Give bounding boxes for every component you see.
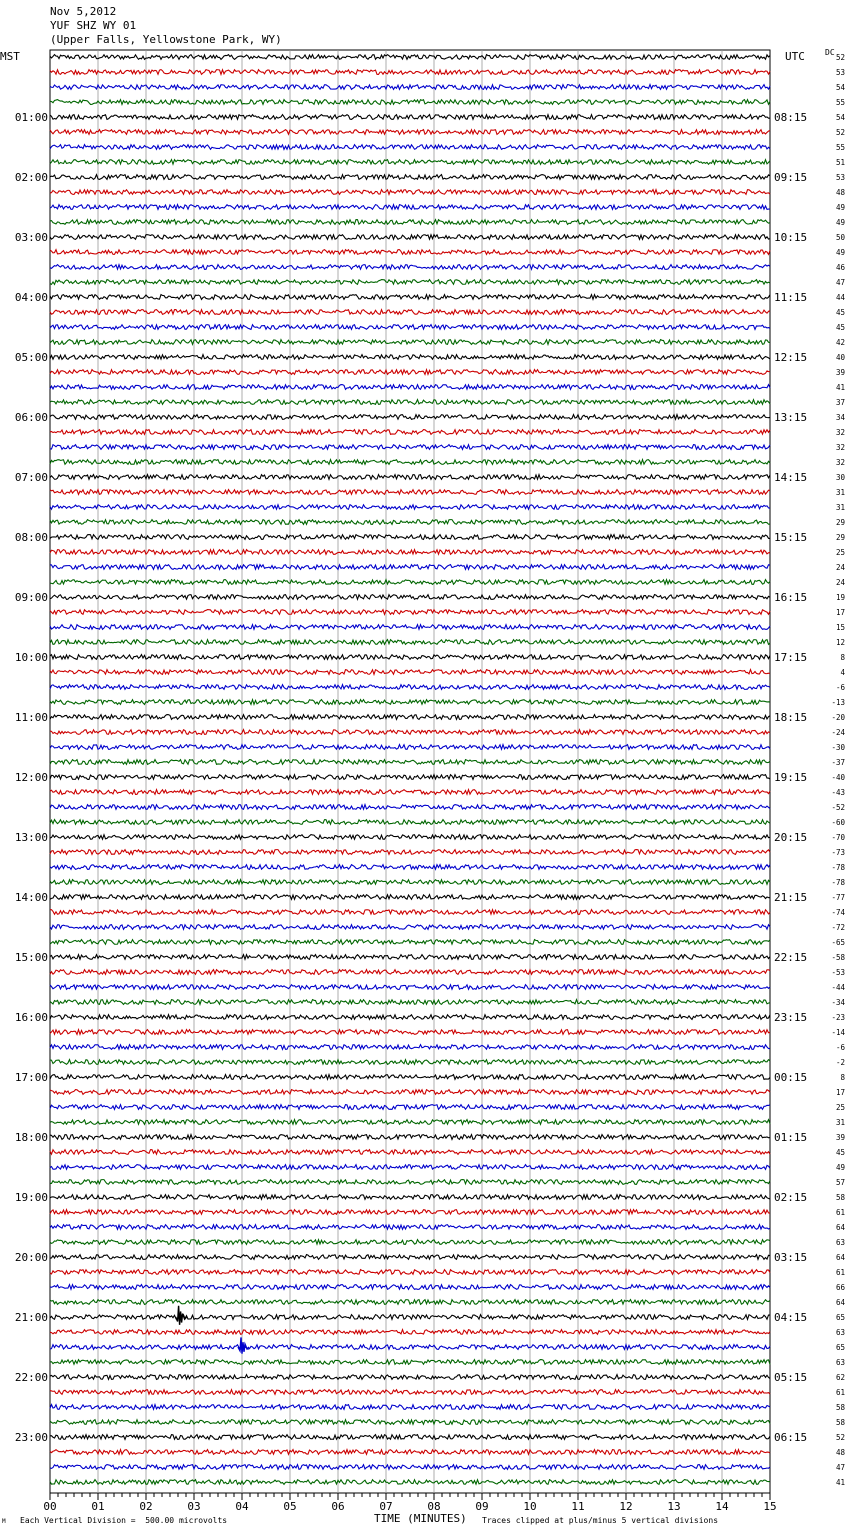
dc-offset-label: 30 [835,473,845,482]
dc-offset-label: 4 [840,668,845,677]
dc-offset-label: 47 [835,1463,845,1472]
dc-offset-label: 48 [835,188,845,197]
trace-61 [50,970,770,975]
dc-offset-label: 52 [835,1433,845,1442]
trace-23 [50,400,770,405]
trace-63 [50,1000,770,1005]
dc-offset-label: 49 [835,1163,845,1172]
dc-offset-label: -6 [835,683,845,692]
dc-offset-label: -30 [831,743,845,752]
dc-offset-label: 65 [835,1313,845,1322]
trace-43 [50,700,770,705]
dc-offset-label: 47 [835,278,845,287]
trace-82 [50,1285,770,1290]
dc-offset-label: -78 [831,878,845,887]
dc-offset-label: 55 [835,143,845,152]
trace-36 [50,595,770,600]
dc-offset-label: 62 [835,1373,845,1382]
dc-offset-label: 32 [835,443,845,452]
dc-offset-label: 25 [835,1103,845,1112]
left-hour-label: 13:00 [14,831,48,844]
seismic-event-0 [176,1306,187,1325]
trace-91 [50,1420,770,1425]
time-axis [43,1493,776,1513]
right-hour-label: 10:15 [774,231,808,244]
dc-offset-label: -14 [831,1028,845,1037]
trace-41 [50,670,770,675]
left-hour-label: 09:00 [14,591,48,604]
right-hour-label: 04:15 [774,1311,808,1324]
trace-3 [50,100,770,105]
trace-54 [50,865,770,870]
right-hour-label: 08:15 [774,111,808,124]
trace-75 [50,1180,770,1185]
trace-44 [50,715,770,720]
station-id: YUF SHZ WY 01 [50,19,137,32]
trace-85 [50,1330,770,1335]
trace-17 [50,310,770,315]
trace-8 [50,175,770,180]
dc-offset-label: 53 [835,173,845,182]
dc-offset-label: -73 [831,848,845,857]
trace-6 [50,145,770,150]
trace-34 [50,565,770,570]
dc-offset-label: 50 [835,233,845,242]
trace-70 [50,1105,770,1110]
dc-offset-label: -52 [831,803,845,812]
trace-24 [50,415,770,420]
right-hour-label: 17:15 [774,651,808,664]
dc-offset-label: 52 [835,128,845,137]
seismic-traces [50,55,770,1485]
trace-37 [50,610,770,615]
trace-39 [50,640,770,645]
trace-92 [50,1435,770,1440]
dc-offset-label: 44 [835,293,845,302]
trace-83 [50,1300,770,1305]
right-hour-label: 13:15 [774,411,808,424]
left-hour-label: 07:00 [14,471,48,484]
trace-47 [50,760,770,765]
x-tick-label: 01 [91,1500,105,1513]
trace-1 [50,70,770,75]
trace-88 [50,1375,770,1380]
dc-offset-label: 58 [835,1193,845,1202]
trace-33 [50,550,770,555]
dc-offset-label: 8 [840,1073,845,1082]
right-hour-label: 14:15 [774,471,808,484]
trace-26 [50,445,770,450]
dc-offset-label: 45 [835,323,845,332]
dc-offset-label: 58 [835,1403,845,1412]
trace-71 [50,1120,770,1125]
trace-53 [50,850,770,855]
dc-offset-label: -65 [831,938,845,947]
dc-offset-label: 39 [835,368,845,377]
dc-offset-label: -70 [831,833,845,842]
left-hour-label: 22:00 [14,1371,48,1384]
dc-offset-label: -24 [831,728,845,737]
dc-offset-label: 55 [835,98,845,107]
left-hour-label: 14:00 [14,891,48,904]
right-hour-label: 21:15 [774,891,808,904]
trace-38 [50,625,770,630]
right-hour-label: 18:15 [774,711,808,724]
dc-offset-label: 37 [835,398,845,407]
trace-84 [50,1315,770,1320]
dc-offset-label: 51 [835,158,845,167]
left-hour-label: 19:00 [14,1191,48,1204]
dc-offset-label: -34 [831,998,845,1007]
trace-52 [50,835,770,840]
right-hour-label: 01:15 [774,1131,808,1144]
dc-offset-label: 66 [835,1283,845,1292]
x-tick-label: 14 [715,1500,729,1513]
left-hour-label: 23:00 [14,1431,48,1444]
trace-65 [50,1030,770,1035]
dc-offset-label: 63 [835,1238,845,1247]
dc-offset-label: 41 [835,1478,845,1487]
dc-offset-label: 31 [835,503,845,512]
trace-27 [50,460,770,465]
x-tick-label: 05 [283,1500,297,1513]
dc-offset-label: 17 [835,608,845,617]
right-hour-label: 12:15 [774,351,808,364]
trace-12 [50,235,770,240]
dc-offset-label: 61 [835,1388,845,1397]
x-tick-label: 08 [427,1500,441,1513]
trace-57 [50,910,770,915]
trace-9 [50,190,770,195]
trace-2 [50,85,770,90]
x-tick-label: 04 [235,1500,249,1513]
trace-29 [50,490,770,495]
dc-offset-label: 48 [835,1448,845,1457]
left-timezone-label: MST [0,50,20,63]
dc-offset-label: -53 [831,968,845,977]
trace-66 [50,1045,770,1050]
trace-87 [50,1360,770,1365]
trace-25 [50,430,770,435]
dc-offset-label: 8 [840,653,845,662]
trace-42 [50,685,770,690]
right-hour-label: 20:15 [774,831,808,844]
trace-60 [50,955,770,960]
left-hour-label: 04:00 [14,291,48,304]
dc-offset-label: 49 [835,248,845,257]
right-hour-label: 11:15 [774,291,808,304]
dc-offset-label: -40 [831,773,845,782]
left-hour-label: 17:00 [14,1071,48,1084]
trace-95 [50,1480,770,1485]
x-tick-label: 11 [571,1500,585,1513]
trace-28 [50,475,770,480]
dc-offset-label: 65 [835,1343,845,1352]
dc-offset-label: -72 [831,923,845,932]
dc-offset-label: 64 [835,1223,845,1232]
right-hour-label: 23:15 [774,1011,808,1024]
dc-offset-label: 31 [835,488,845,497]
left-hour-label: 10:00 [14,651,48,664]
dc-offset-label: -2 [835,1058,845,1067]
trace-79 [50,1240,770,1245]
trace-46 [50,745,770,750]
dc-offset-label: 63 [835,1328,845,1337]
trace-14 [50,265,770,270]
trace-78 [50,1225,770,1230]
x-tick-label: 12 [619,1500,633,1513]
dc-offset-label: 41 [835,383,845,392]
left-hour-label: 06:00 [14,411,48,424]
trace-18 [50,325,770,330]
x-tick-label: 07 [379,1500,393,1513]
trace-55 [50,880,770,885]
trace-64 [50,1015,770,1020]
dc-offset-label: 58 [835,1418,845,1427]
dc-offset-label: -58 [831,953,845,962]
trace-81 [50,1270,770,1275]
trace-56 [50,895,770,900]
trace-5 [50,130,770,135]
dc-offset-label: -60 [831,818,845,827]
trace-20 [50,355,770,360]
left-hour-label: 12:00 [14,771,48,784]
trace-48 [50,775,770,780]
trace-73 [50,1150,770,1155]
left-hour-label: 02:00 [14,171,48,184]
dc-offset-label: -37 [831,758,845,767]
trace-67 [50,1060,770,1065]
dc-offset-label: 64 [835,1253,845,1262]
trace-11 [50,220,770,225]
dc-offset-label: -44 [831,983,845,992]
right-hour-label: 02:15 [774,1191,808,1204]
trace-59 [50,940,770,945]
dc-offset-label: 39 [835,1133,845,1142]
left-hour-label: 08:00 [14,531,48,544]
trace-74 [50,1165,770,1170]
dc-offset-header: DC [825,48,835,57]
dc-offset-label: 49 [835,203,845,212]
left-hour-label: 21:00 [14,1311,48,1324]
x-tick-label: 15 [763,1500,777,1513]
trace-32 [50,535,770,540]
dc-offset-label: 49 [835,218,845,227]
dc-offset-label: 46 [835,263,845,272]
dc-offset-label: 54 [835,113,845,122]
trace-80 [50,1255,770,1260]
dc-offset-label: 12 [835,638,845,647]
trace-49 [50,790,770,795]
plot-date: Nov 5,2012 [50,5,117,18]
trace-51 [50,820,770,825]
trace-16 [50,295,770,300]
trace-72 [50,1135,770,1140]
dc-offset-label: 57 [835,1178,845,1187]
right-hour-label: 05:15 [774,1371,808,1384]
left-hour-label: 05:00 [14,351,48,364]
dc-offset-label: -77 [831,893,845,902]
dc-offset-label: 40 [835,353,845,362]
right-timezone-label: UTC [785,50,805,63]
trace-69 [50,1090,770,1095]
dc-offset-label: 32 [835,428,845,437]
x-tick-label: 09 [475,1500,489,1513]
corner-mark: M [2,1518,6,1525]
seismic-event-1 [238,1337,249,1353]
dc-offset-label: 24 [835,578,845,587]
dc-offset-label: 24 [835,563,845,572]
dc-offset-label: 34 [835,413,845,422]
dc-offset-label: 32 [835,458,845,467]
dc-offset-label: 53 [835,68,845,77]
x-tick-label: 00 [43,1500,57,1513]
dc-offset-label: 25 [835,548,845,557]
trace-19 [50,340,770,345]
dc-offset-label: 45 [835,308,845,317]
trace-94 [50,1465,770,1470]
x-tick-label: 06 [331,1500,345,1513]
x-tick-label: 02 [139,1500,153,1513]
dc-offset-label: 17 [835,1088,845,1097]
dc-offset-label: 19 [835,593,845,602]
trace-86 [50,1345,770,1350]
dc-offset-label: 29 [835,518,845,527]
dc-offset-label: 61 [835,1268,845,1277]
trace-21 [50,370,770,375]
right-hour-label: 06:15 [774,1431,808,1444]
right-hour-label: 03:15 [774,1251,808,1264]
dc-offset-label: 52 [835,53,845,62]
right-hour-label: 15:15 [774,531,808,544]
trace-10 [50,205,770,210]
trace-68 [50,1075,770,1080]
left-hour-label: 11:00 [14,711,48,724]
trace-30 [50,505,770,510]
trace-13 [50,250,770,255]
dc-offset-label: -20 [831,713,845,722]
dc-offset-label: 63 [835,1358,845,1367]
dc-offset-label: -6 [835,1043,845,1052]
dc-offset-label: 61 [835,1208,845,1217]
trace-77 [50,1210,770,1215]
trace-4 [50,115,770,120]
left-hour-label: 20:00 [14,1251,48,1264]
dc-offset-label: -23 [831,1013,845,1022]
right-hour-label: 22:15 [774,951,808,964]
right-hour-label: 16:15 [774,591,808,604]
trace-50 [50,805,770,810]
right-hour-label: 19:15 [774,771,808,784]
dc-offset-label: 64 [835,1298,845,1307]
left-hour-label: 03:00 [14,231,48,244]
dc-offset-label: 54 [835,83,845,92]
trace-40 [50,655,770,660]
trace-62 [50,985,770,990]
left-hour-label: 15:00 [14,951,48,964]
trace-31 [50,520,770,525]
trace-58 [50,925,770,930]
station-location: (Upper Falls, Yellowstone Park, WY) [50,33,282,46]
left-hour-label: 16:00 [14,1011,48,1024]
dc-offset-label: -78 [831,863,845,872]
right-hour-label: 00:15 [774,1071,808,1084]
clip-note: Traces clipped at plus/minus 5 vertical divisions [482,1516,719,1525]
dc-offset-label: 15 [835,623,845,632]
trace-89 [50,1390,770,1395]
left-hour-label: 01:00 [14,111,48,124]
trace-35 [50,580,770,585]
vertical-scale-note: Each Vertical Division = 500.00 microvolts [20,1516,228,1525]
trace-93 [50,1450,770,1455]
dc-offset-label: 45 [835,1148,845,1157]
trace-76 [50,1195,770,1200]
trace-15 [50,280,770,285]
dc-offset-label: 31 [835,1118,845,1127]
trace-22 [50,385,770,390]
dc-offset-label: 29 [835,533,845,542]
x-tick-label: 10 [523,1500,537,1513]
dc-offset-label: -13 [831,698,845,707]
dc-offset-label: 42 [835,338,845,347]
trace-90 [50,1405,770,1410]
x-tick-label: 13 [667,1500,681,1513]
dc-offset-label: -43 [831,788,845,797]
trace-45 [50,730,770,735]
left-hour-label: 18:00 [14,1131,48,1144]
x-tick-label: 03 [187,1500,201,1513]
trace-7 [50,160,770,165]
right-hour-label: 09:15 [774,171,808,184]
x-axis-label: TIME (MINUTES) [374,1512,467,1525]
trace-0 [50,55,770,60]
dc-offset-label: -74 [831,908,845,917]
